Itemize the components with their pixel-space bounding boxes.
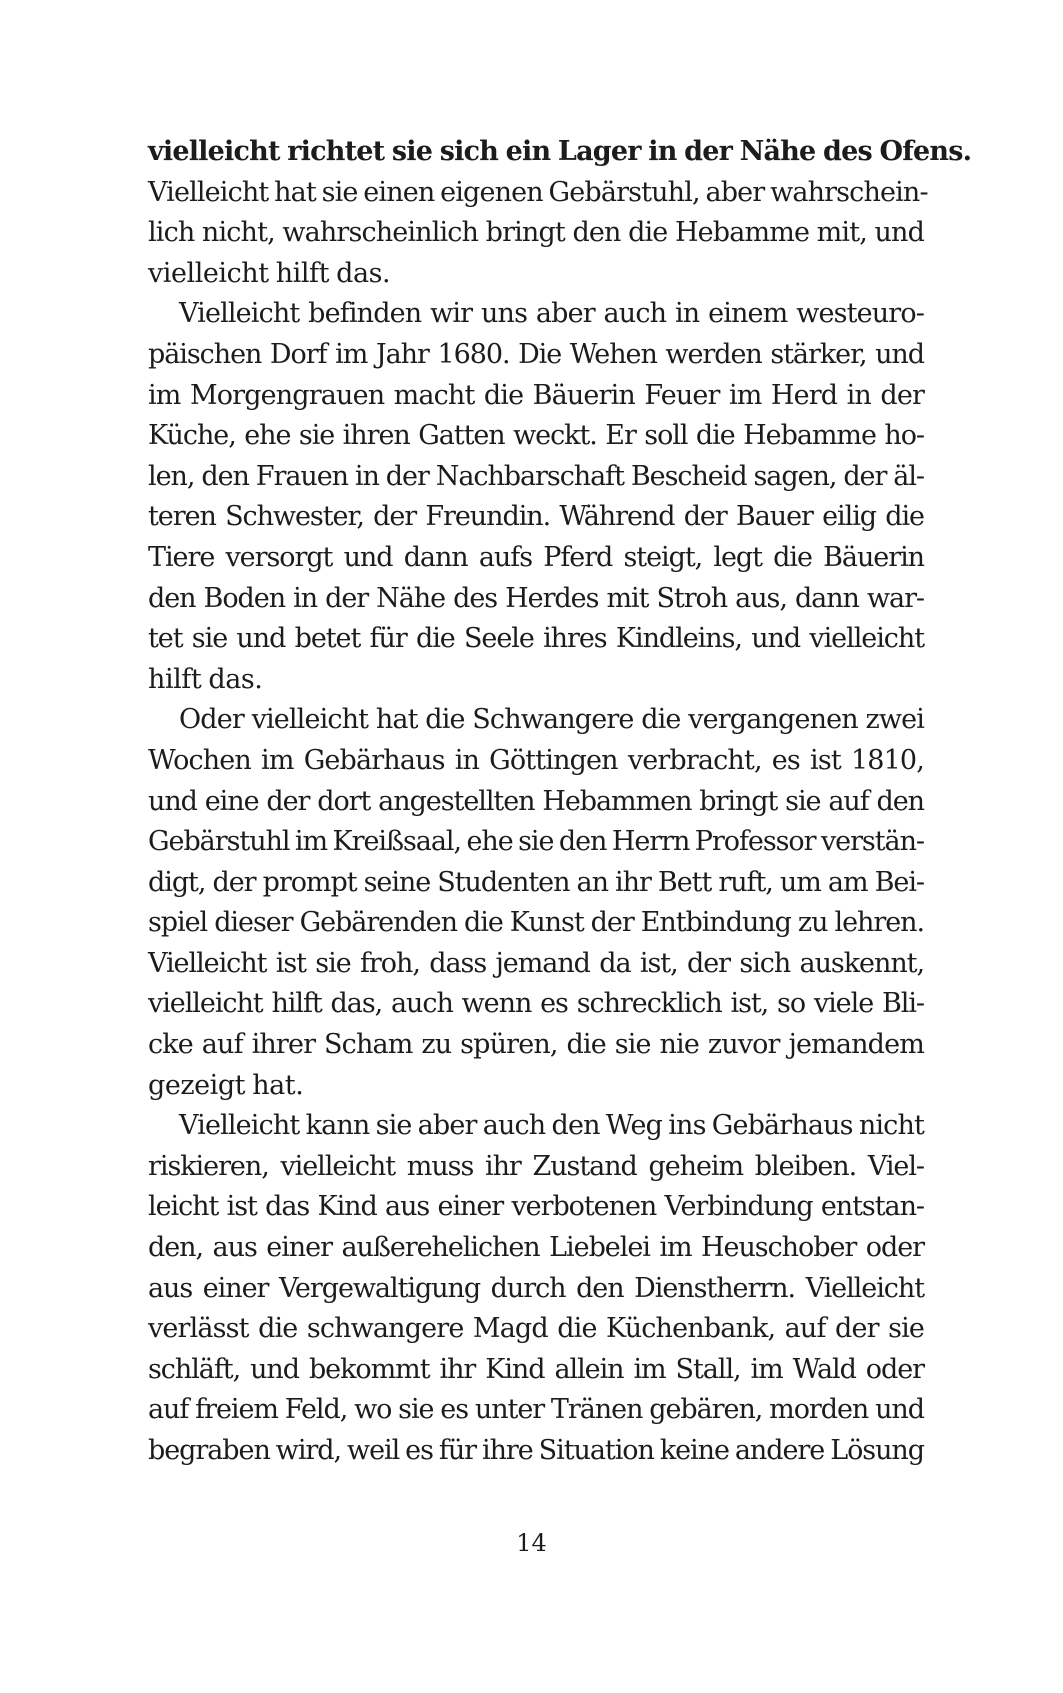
text-line-14: hilft das. [148,663,263,695]
text-line-29: aus einer Vergewaltigung durch den Dienstherrn. Vielleicht [148,1272,924,1304]
text-line-20: spiel dieser Gebärenden die Kunst der Entbindung zu lehren. [148,907,924,939]
text-line-26: riskieren, vielleicht muss ihr Zustand geheim bleiben. Viel- [148,1150,924,1182]
text-line-28: den, aus einer außerehelichen Liebelei im Heuschober oder [148,1232,924,1264]
text-line-27: leicht ist das Kind aus einer verbotenen Verbindung entstan- [148,1191,924,1223]
text-line-21: Vielleicht ist sie froh, dass jemand da ist, der sich auskennt, [148,947,924,979]
text-line-9: len, den Frauen in der Nachbarschaft Bescheid sagen, der äl- [148,460,924,492]
text-line-23: cke auf ihrer Scham zu spüren, die sie nie zuvor jemandem [148,1029,924,1061]
text-line-33: begraben wird, weil es für ihre Situation keine andere Lösung [148,1435,924,1466]
text-line-15: Oder vielleicht hat die Schwangere die vergangenen zwei [179,704,924,736]
text-line-30: verlässt die schwangere Magd die Küchenbank, auf der sie [148,1313,924,1345]
text-line-8: Küche, ehe sie ihren Gatten weckt. Er soll die Hebamme ho- [148,420,924,452]
text-line-4: vielleicht hilft das. [148,257,391,289]
text-line-13: tet sie und betet für die Seele ihres Kindleins, und vielleicht [148,623,924,655]
text-line-25: Vielleicht kann sie aber auch den Weg ins Gebärhaus nicht [179,1110,924,1142]
text-line-7: im Morgengrauen macht die Bäuerin Feuer im Herd in der [148,379,924,411]
text-line-22: vielleicht hilft das, auch wenn es schrecklich ist, so viele Bli- [148,988,924,1020]
text-line-31: schläft, und bekommt ihr Kind allein im Stall, im Wald oder [148,1353,924,1385]
page-number: 14 [516,1529,547,1557]
body-text [148,132,972,1472]
text-line-18: Gebärstuhl im Kreißsaal, ehe sie den Herrn Professor verstän- [148,826,924,858]
text-line-12: den Boden in der Nähe des Herdes mit Stroh aus, dann war- [148,582,924,614]
text-line-3: lich nicht, wahrscheinlich bringt den die Hebamme mit, und [148,217,924,249]
text-line-10: teren Schwester, der Freundin. Während der Bauer eilig die [148,501,924,533]
text-line-2: Vielleicht hat sie einen eigenen Gebärstuhl, aber wahrschein- [148,176,928,208]
text-line-6: päischen Dorf im Jahr 1680. Die Wehen werden stärker, und [148,338,924,370]
text-line-24: gezeigt hat. [148,1069,304,1101]
text-line-1: vielleicht richtet sie sich ein Lager in der Nähe des Ofens. [148,136,972,167]
text-line-16: Wochen im Gebärhaus in Göttingen verbracht, es ist 1810, [148,744,924,776]
text-line-19: digt, der prompt seine Studenten an ihr Bett ruft, um am Bei- [148,866,924,898]
text-line-17: und eine der dort angestellten Hebammen bringt sie auf den [148,785,924,817]
text-line-32: auf freiem Feld, wo sie es unter Tränen gebären, morden und [148,1394,924,1426]
text-line-11: Tiere versorgt und dann aufs Pferd steigt, legt die Bäuerin [148,541,924,573]
text-line-5: Vielleicht befinden wir uns aber auch in einem westeuro- [179,298,924,330]
